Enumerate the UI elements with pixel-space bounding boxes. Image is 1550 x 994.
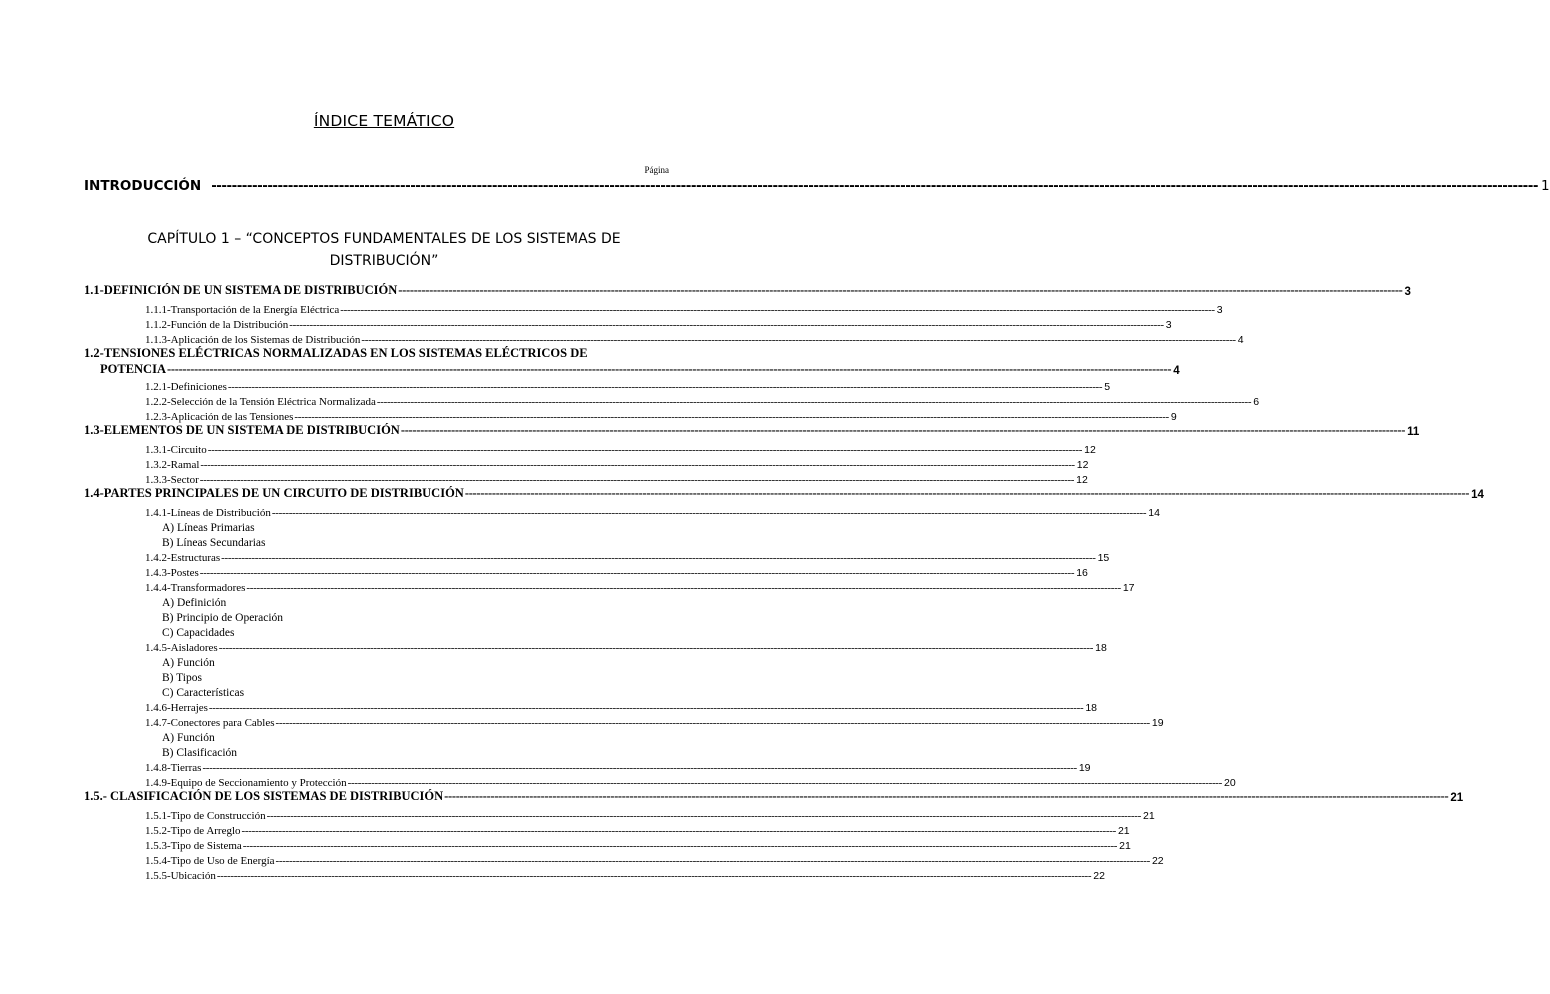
toc-entry <box>84 282 1411 298</box>
toc-entry-page: 14 <box>1471 489 1484 501</box>
toc-entry-title: 1.4.3-Postes <box>145 567 199 579</box>
toc-entry-title: 1.2.1-Definiciones <box>145 381 227 393</box>
toc-entry <box>145 698 1098 714</box>
dot-leader: -------------------------------------------------------------------------------------------------------------------------------------------------------------------------------------------------------------------------------------------------------------------- <box>227 381 1103 393</box>
toc-entry-page: 5 <box>1104 381 1111 393</box>
dot-leader: -------------------------------------------------------------------------------------------------------------------------------------------------------------------------------------------------------------------------------------------------------------------- <box>216 870 1092 882</box>
toc-entry <box>145 713 1164 729</box>
toc-entry-title: B) Clasificación <box>162 747 238 759</box>
dot-leader: -------------------------------------------------------------------------------------------------------------------------------------------------------------------------------------------------------------------------------------------------------------------- <box>361 334 1236 346</box>
dot-leader: -------------------------------------------------------------------------------------------------------------------------------------------------------------------------------------------------------------------------------------------------------------------- <box>208 702 1084 714</box>
toc-entry-title: 1.4.4-Transformadores <box>145 582 246 594</box>
toc-entry <box>145 758 1091 774</box>
dot-leader: -------------------------------------------------------------------------------------------------------------------------------------------------------------------------------------------------------------------------------------------------------------------- <box>199 474 1075 486</box>
page-title: ÍNDICE TEMÁTICO <box>313 112 455 130</box>
toc-entry <box>145 440 1096 456</box>
toc-entry <box>145 470 1088 486</box>
toc-entry <box>162 518 670 534</box>
toc-entry <box>145 392 1260 408</box>
dot-leader: -------------------------------------------------------------------------------------------------------------------------------------------------------------------------------------------------------------------------------------------------------------------- <box>200 459 1075 471</box>
toc-entry-title: A) Definición <box>162 597 227 609</box>
dot-leader: -------------------------------------------------------------------------------------------------------------------------------------------------------------------------------------------------------------------------------------------------------------------- <box>275 717 1150 729</box>
toc-entry <box>145 455 1089 471</box>
toc-entry-page: 21 <box>1450 792 1464 804</box>
dot-leader: -------------------------------------------------------------------------------------------------------------------------------------------------------------------------------------------------------------------------------------------------------------------- <box>199 567 1075 579</box>
toc-entry <box>162 668 670 684</box>
dot-leader: -------------------------------------------------------------------------------------------------------------------------------------------------------------------------------------------------------------------------------------------------------------------- <box>398 283 1403 297</box>
toc-entry-page: 3 <box>1216 304 1223 316</box>
toc-entry-title: 1.2.3-Aplicación de las Tensiones <box>145 411 294 423</box>
toc-entry-title: 1.4.8-Tierras <box>145 762 202 774</box>
toc-entry <box>100 361 1180 377</box>
toc-entry-page: 4 <box>1173 365 1180 377</box>
toc-entry-title: B) Líneas Secundarias <box>162 537 266 549</box>
toc-entry <box>162 533 670 549</box>
toc-entry-title: 1.4.5-Aisladores <box>145 642 218 654</box>
toc-entry-title: 1.2-TENSIONES ELÉCTRICAS NORMALIZADAS EN LOS SISTEMAS ELÉCTRICOS DE <box>84 346 588 360</box>
dot-leader: -------------------------------------------------------------------------------------------------------------------------------------------------------------------------------------------------------------------------------------------------------------------- <box>221 552 1096 564</box>
toc-entry-title: 1.3.2-Ramal <box>145 459 200 471</box>
toc-entry-page: 12 <box>1084 444 1096 456</box>
toc-entry-title: 1.5.3-Tipo de Sistema <box>145 840 242 852</box>
toc-entry <box>145 821 1130 837</box>
toc-entry <box>145 836 1131 852</box>
toc-introduction-row <box>84 176 1550 194</box>
toc-entry <box>145 851 1164 867</box>
toc-entry-page: 6 <box>1253 396 1260 408</box>
toc-entry-title: 1.4.1-Líneas de Distribución <box>145 507 271 519</box>
dot-leader: -------------------------------------------------------------------------------------------------------------------------------------------------------------------------------------------------------------------------------------------------------------------- <box>294 411 1169 423</box>
toc-entry-title: POTENCIA <box>100 362 166 376</box>
toc-entry-title: 1.5.- CLASIFICACIÓN DE LOS SISTEMAS DE DISTRIBUCIÓN <box>84 789 444 803</box>
toc-entry <box>145 300 1223 316</box>
toc-entry-page: 18 <box>1085 702 1098 714</box>
toc-entry <box>162 623 670 639</box>
toc-entry-page: 11 <box>1407 426 1420 438</box>
toc-entry-title: 1.1.2-Función de la Distribución <box>145 319 289 331</box>
toc-entry <box>145 407 1177 423</box>
toc-entry <box>145 638 1107 654</box>
toc-entry-page: 22 <box>1093 870 1105 882</box>
toc-entry-title: B) Tipos <box>162 672 202 684</box>
toc-entry <box>145 866 1105 882</box>
dot-leader: -------------------------------------------------------------------------------------------------------------------------------------------------------------------------------------------------------------------------------------------------------------------- <box>376 396 1252 408</box>
toc-entry-page: 14 <box>1148 507 1160 519</box>
toc-entry <box>145 563 1088 579</box>
dot-leader: -------------------------------------------------------------------------------------------------------------------------------------------------------------------------------------------------------------------------------------------------------------------- <box>271 507 1147 519</box>
toc-entry-page: 3 <box>1404 286 1411 298</box>
toc-entry-title: 1.3.3-Sector <box>145 474 199 486</box>
toc-entry-title: 1.5.2-Tipo de Arreglo <box>145 825 241 837</box>
toc-entry-title: 1.4.6-Herrajes <box>145 702 208 714</box>
dot-leader: -------------------------------------------------------------------------------------------------------------------------------------------------------------------------------------------------------------------------------------------------------------------- <box>400 423 1406 437</box>
toc-entry <box>145 773 1236 789</box>
toc-entry <box>145 377 1111 393</box>
toc-introduction-page: 1 <box>1540 178 1550 194</box>
toc-entry-title: 1.4.2-Estructuras <box>145 552 221 564</box>
toc-entry-title: 1.2.2-Selección de la Tensión Eléctrica Normalizada <box>145 396 376 408</box>
toc-entry-title: 1.4.9-Equipo de Seccionamiento y Protección <box>145 777 347 789</box>
toc-entry-page: 21 <box>1117 825 1130 837</box>
toc-entry <box>84 422 1420 438</box>
toc-entry-title: A) Función <box>162 732 215 744</box>
dot-leader: -------------------------------------------------------------------------------------------------------------------------------------------------------------------------------------------------------------------------------------------------------------------- <box>207 444 1083 456</box>
toc-entry-title: 1.3.1-Circuito <box>145 444 207 456</box>
toc-entry-title: 1.5.4-Tipo de Uso de Energía <box>145 855 275 867</box>
dot-leader: -------------------------------------------------------------------------------------------------------------------------------------------------------------------------------------------------------------------------------------------------------------------- <box>246 582 1121 594</box>
toc-entry-page: 22 <box>1151 855 1164 867</box>
toc-entry <box>145 330 1244 346</box>
dot-leader: -------------------------------------------------------------------------------------------------------------------------------------------------------------------------------------------------------------------------------------------------------------------- <box>266 810 1141 822</box>
toc-entry <box>84 788 1464 804</box>
toc-entry <box>162 743 670 759</box>
toc-entry-title: 1.3-ELEMENTOS DE UN SISTEMA DE DISTRIBUCIÓN <box>84 423 400 437</box>
chapter-heading <box>120 228 648 272</box>
toc-entry <box>162 653 670 669</box>
toc-entry-title: 1.5.1-Tipo de Construcción <box>145 810 266 822</box>
dot-leader: -------------------------------------------------------------------------------------------------------------------------------------------------------------------------------------------------------------------------------------------------------------------- <box>166 362 1172 376</box>
toc-entry <box>84 345 670 361</box>
toc-entry-title: A) Líneas Primarias <box>162 522 255 534</box>
dot-leader: -------------------------------------------------------------------------------------------------------------------------------------------------------------------------------------------------------------------------------------------------------------------- <box>464 486 1470 500</box>
toc-entry-page: 4 <box>1237 334 1244 346</box>
toc-entry-page: 3 <box>1165 319 1172 331</box>
toc-entry-page: 16 <box>1076 567 1088 579</box>
dot-leader: -------------------------------------------------------------------------------------------------------------------------------------------------------------------------------------------------------------------------------------------------------------------- <box>202 762 1077 774</box>
toc-entry <box>145 578 1135 594</box>
toc-entry-title: C) Capacidades <box>162 627 235 639</box>
toc-entry-page: 19 <box>1078 762 1091 774</box>
toc-introduction-label: INTRODUCCIÓN <box>84 178 202 194</box>
toc-entry-page: 21 <box>1119 840 1131 852</box>
toc-entry-title: C) Características <box>162 687 245 699</box>
toc-entry-page: 18 <box>1095 642 1107 654</box>
toc-entry <box>162 728 670 744</box>
dot-leader: -------------------------------------------------------------------------------------------------------------------------------------------------------------------------------------------------------------------------------------------------------------------- <box>211 178 1538 194</box>
toc-entry-title: 1.5.5-Ubicación <box>145 870 216 882</box>
toc-entry-title: 1.4.7-Conectores para Cables <box>145 717 275 729</box>
toc-entry <box>162 608 670 624</box>
dot-leader: -------------------------------------------------------------------------------------------------------------------------------------------------------------------------------------------------------------------------------------------------------------------- <box>241 825 1116 837</box>
toc-entry-page: 17 <box>1122 582 1135 594</box>
toc-entry-title: 1.1.1-Transportación de la Energía Eléctrica <box>145 304 340 316</box>
toc-entry-title: 1.1-DEFINICIÓN DE UN SISTEMA DE DISTRIBUCIÓN <box>84 283 398 297</box>
toc-entry-page: 9 <box>1170 411 1177 423</box>
toc-entry-page: 19 <box>1151 717 1164 729</box>
toc-entry-page: 20 <box>1224 777 1236 789</box>
dot-leader: -------------------------------------------------------------------------------------------------------------------------------------------------------------------------------------------------------------------------------------------------------------------- <box>347 777 1223 789</box>
toc-entry-title: 1.1.3-Aplicación de los Sistemas de Distribución <box>145 334 361 346</box>
page-column-label: Página <box>644 165 669 175</box>
toc-entry <box>84 485 1484 501</box>
toc-entry <box>145 548 1110 564</box>
dot-leader: -------------------------------------------------------------------------------------------------------------------------------------------------------------------------------------------------------------------------------------------------------------------- <box>289 319 1164 331</box>
dot-leader: -------------------------------------------------------------------------------------------------------------------------------------------------------------------------------------------------------------------------------------------------------------------- <box>444 789 1449 803</box>
dot-leader: -------------------------------------------------------------------------------------------------------------------------------------------------------------------------------------------------------------------------------------------------------------------- <box>218 642 1094 654</box>
dot-leader: -------------------------------------------------------------------------------------------------------------------------------------------------------------------------------------------------------------------------------------------------------------------- <box>275 855 1150 867</box>
toc-entry <box>145 503 1160 519</box>
toc-entry <box>162 593 670 609</box>
toc-entry-page: 21 <box>1143 810 1155 822</box>
dot-leader: -------------------------------------------------------------------------------------------------------------------------------------------------------------------------------------------------------------------------------------------------------------------- <box>242 840 1118 852</box>
toc-entry-title: B) Principio de Operación <box>162 612 284 624</box>
toc-entry-page: 15 <box>1097 552 1110 564</box>
toc-entry-title: A) Función <box>162 657 215 669</box>
chapter-heading-line-1: CAPÍTULO 1 – “CONCEPTOS FUNDAMENTALES DE LOS SISTEMAS DE <box>147 231 621 247</box>
chapter-heading-line-2: DISTRIBUCIÓN” <box>329 253 439 269</box>
dot-leader: -------------------------------------------------------------------------------------------------------------------------------------------------------------------------------------------------------------------------------------------------------------------- <box>340 304 1215 316</box>
toc-entry-page: 12 <box>1076 459 1089 471</box>
toc-entry <box>145 315 1172 331</box>
toc-entry-page: 12 <box>1076 474 1088 486</box>
toc-entry-title: 1.4-PARTES PRINCIPALES DE UN CIRCUITO DE DISTRIBUCIÓN <box>84 486 464 500</box>
toc-entry <box>145 806 1155 822</box>
toc-entry <box>162 683 670 699</box>
